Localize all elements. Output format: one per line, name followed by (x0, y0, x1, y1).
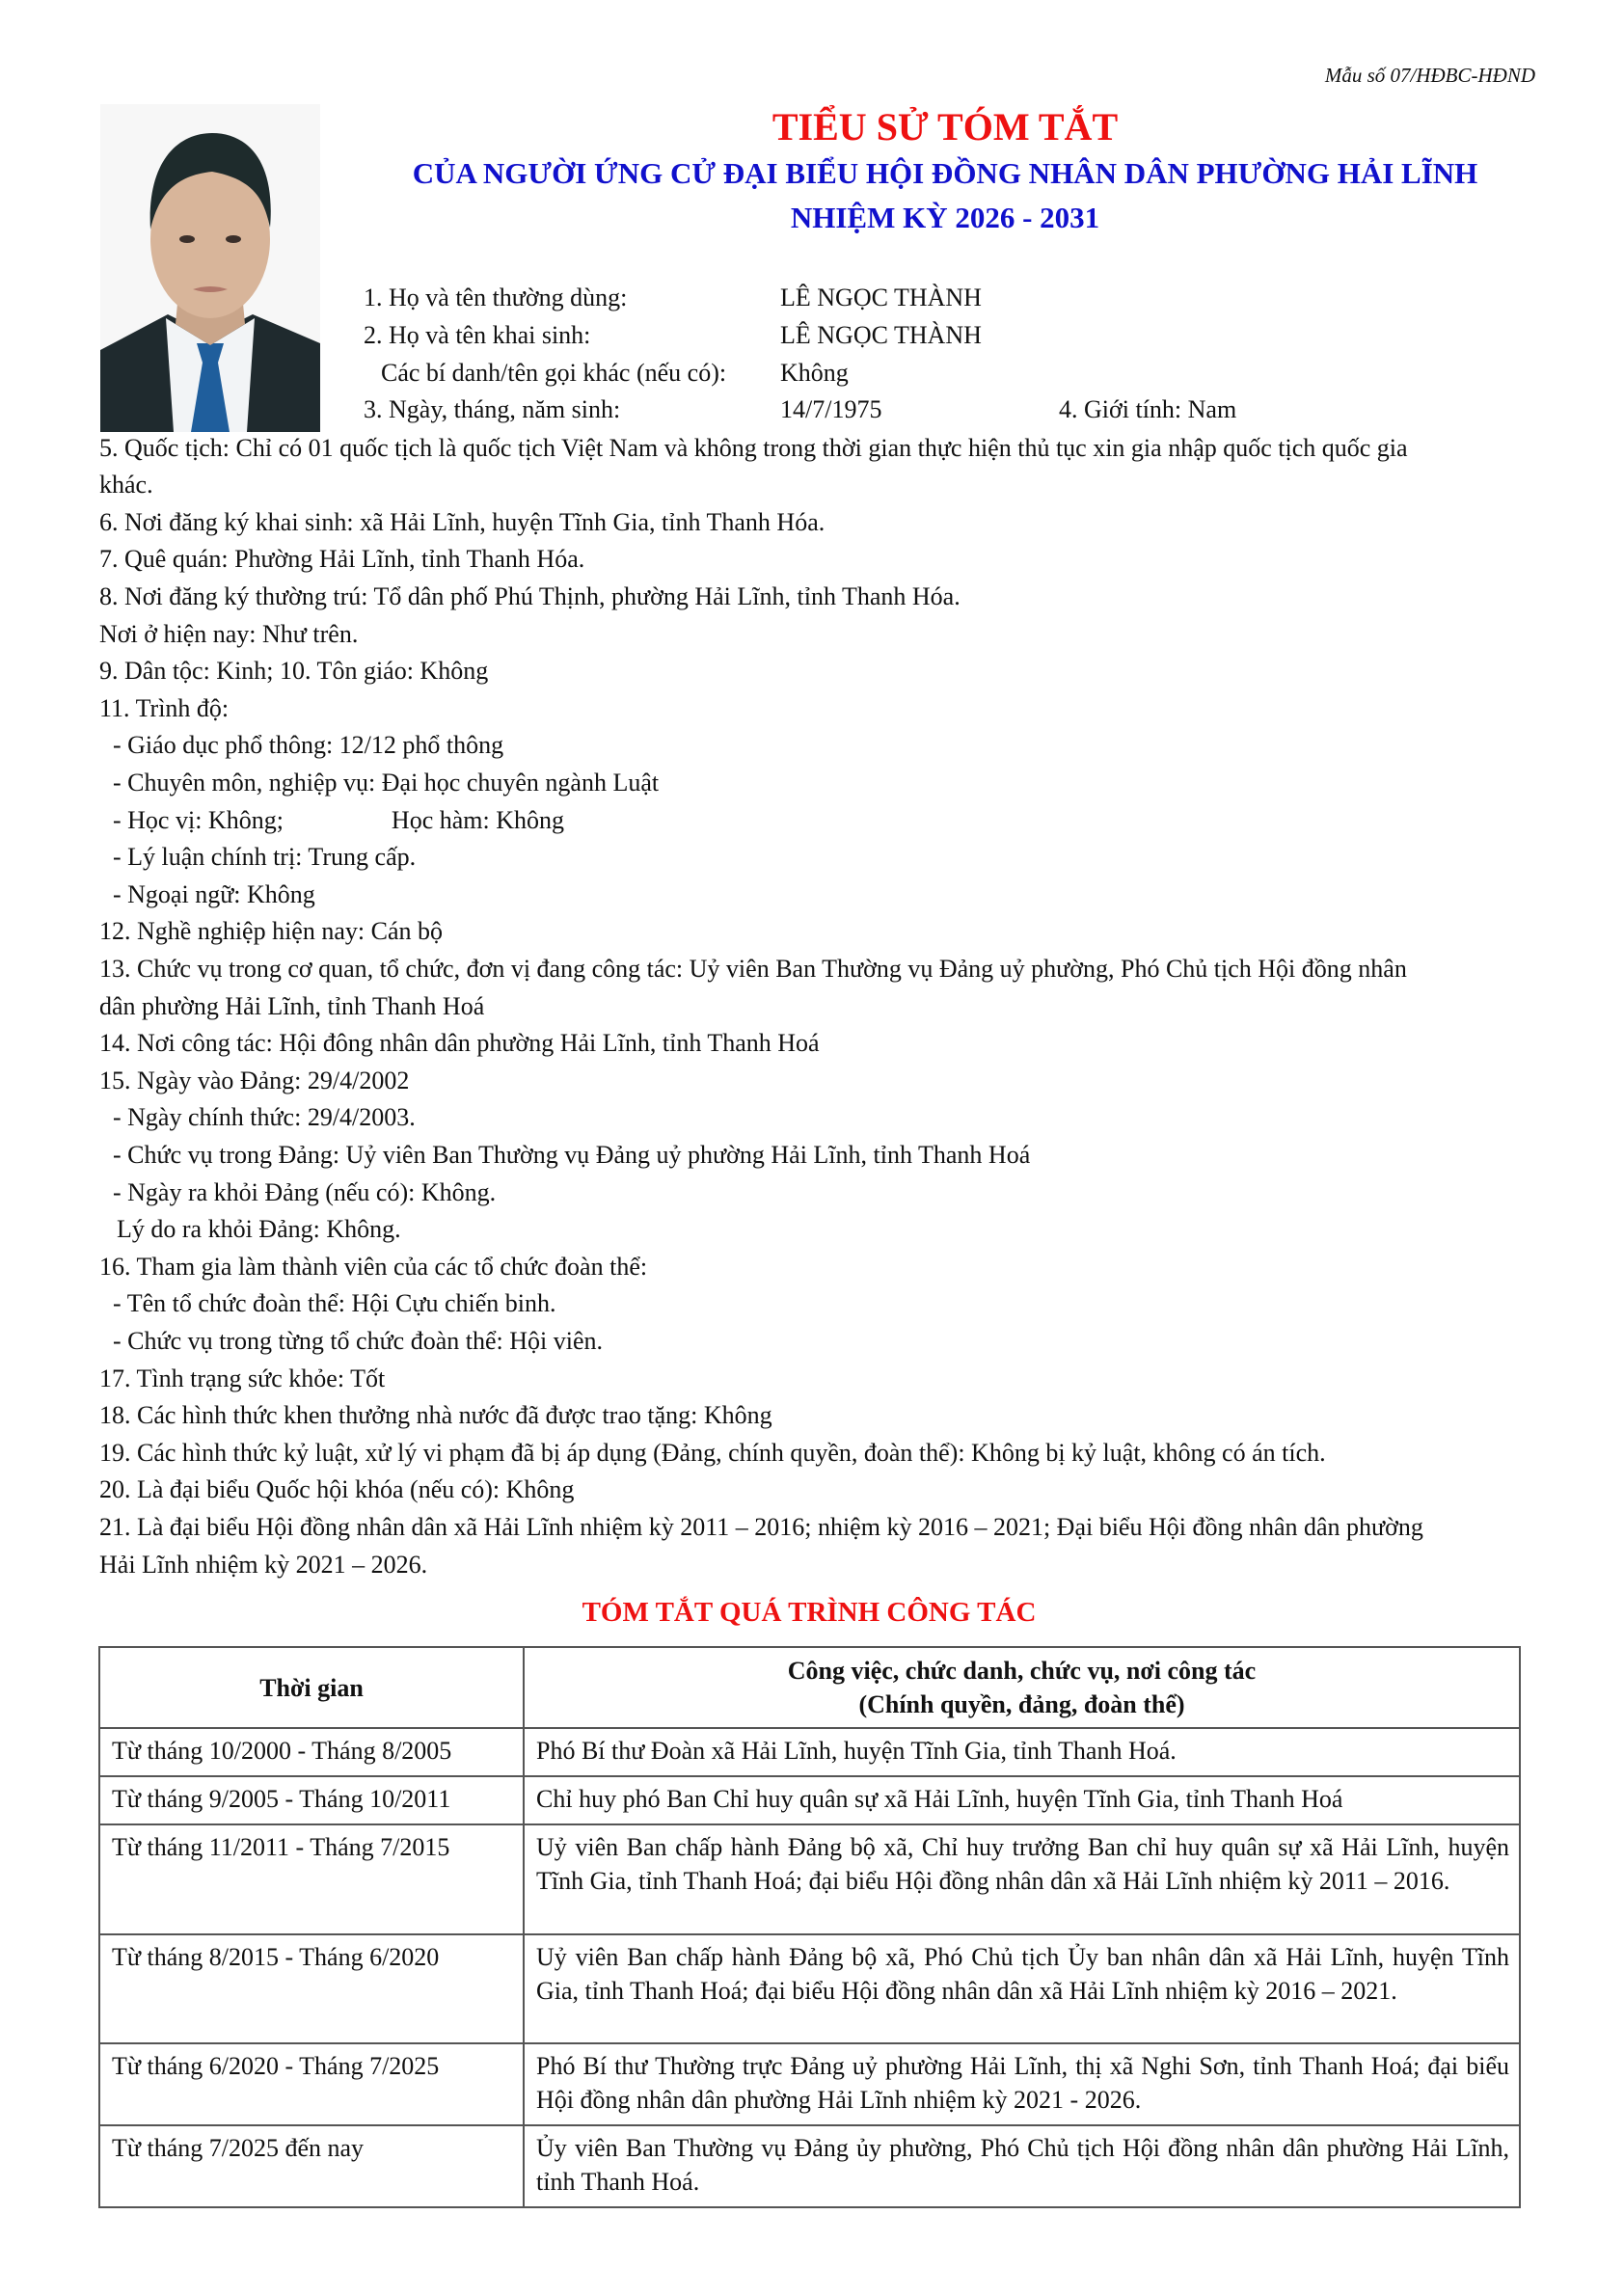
awards: 18. Các hình thức khen thưởng nhà nước đã được trao tặng: Không (99, 1401, 772, 1429)
education-heading: 11. Trình độ: (99, 694, 230, 722)
row-role: Uỷ viên Ban chấp hành Đảng bộ xã, Chỉ huy trưởng Ban chỉ huy quân sự xã Hải Lĩnh, huyện Tĩnh Gia, tỉnh Thanh Hoá; đại biểu Hội đồng nhân dân xã Hải Lĩnh nhiệm kỳ 2011 – 2016. (524, 1824, 1520, 1934)
row-time: Từ tháng 6/2020 - Tháng 7/2025 (99, 2043, 524, 2125)
table-row (99, 1824, 1520, 1934)
row-role: Ủy viên Ban Thường vụ Đảng ủy phường, Phó Chủ tịch Hội đồng nhân dân phường Hải Lĩnh, tỉnh Thanh Hoá. (524, 2125, 1520, 2207)
document-term: NHIỆM KỲ 2026 - 2031 (790, 201, 1100, 234)
position: 13. Chức vụ trong cơ quan, tổ chức, đơn vị đang công tác: Uỷ viên Ban Thường vụ Đảng uỷ phường, Phó Chủ tịch Hội đồng nhân (99, 955, 1407, 983)
row-time: Từ tháng 7/2025 đến nay (99, 2125, 524, 2207)
party-exit-date: - Ngày ra khỏi Đảng (nếu có): Không. (113, 1178, 497, 1206)
work-history-table (98, 1646, 1521, 2208)
academic-degree (113, 802, 564, 840)
workplace: 14. Nơi công tác: Hội đông nhân dân phường Hải Lĩnh, tỉnh Thanh Hoá (99, 1029, 820, 1057)
party-exit-reason: Lý do ra khỏi Đảng: Không. (117, 1215, 401, 1243)
common-name-value: LÊ NGỌC THÀNH (780, 284, 982, 311)
birth-registration: 6. Nơi đăng ký khai sinh: xã Hải Lĩnh, huyện Tĩnh Gia, tỉnh Thanh Hóa. (99, 508, 826, 536)
row-time: Từ tháng 8/2015 - Tháng 6/2020 (99, 1934, 524, 2043)
table-row (99, 2043, 1520, 2125)
row-time: Từ tháng 11/2011 - Tháng 7/2015 (99, 1824, 524, 1934)
table-row (99, 1728, 1520, 1776)
political-theory: - Lý luận chính trị: Trung cấp. (113, 843, 417, 871)
row-role: Phó Bí thư Thường trực Đảng uỷ phường Hải Lĩnh, thị xã Nghi Sơn, tỉnh Thanh Hoá; đại biểu Hội đồng nhân dân phường Hải Lĩnh nhiệm kỳ 2021 - 2026. (524, 2043, 1520, 2125)
portrait-image-icon (100, 104, 320, 432)
party-join-date: 15. Ngày vào Đảng: 29/4/2002 (99, 1067, 410, 1094)
health-status: 17. Tình trạng sức khỏe: Tốt (99, 1364, 386, 1392)
permanent-residence: 8. Nơi đăng ký thường trú: Tổ dân phố Phú Thịnh, phường Hải Lĩnh, tỉnh Thanh Hóa. (99, 582, 961, 610)
party-official-date: - Ngày chính thức: 29/4/2003. (113, 1103, 416, 1131)
row-role: Chỉ huy phó Ban Chỉ huy quân sự xã Hải Lĩnh, huyện Tĩnh Gia, tỉnh Thanh Hoá (524, 1776, 1520, 1824)
alias-label: Các bí danh/tên gọi khác (nếu có): (381, 359, 727, 387)
council-membership-cont: Hải Lĩnh nhiệm kỳ 2021 – 2026. (99, 1551, 428, 1579)
current-residence: Nơi ở hiện nay: Như trên. (99, 620, 359, 648)
organization-name: - Tên tổ chức đoàn thể: Hội Cựu chiến binh. (113, 1289, 556, 1317)
party-position: - Chức vụ trong Đảng: Uỷ viên Ban Thường vụ Đảng uỷ phường Hải Lĩnh, tỉnh Thanh Hoá (113, 1141, 1031, 1169)
hometown: 7. Quê quán: Phường Hải Lĩnh, tỉnh Thanh Hóa. (99, 545, 585, 573)
column-header-role (524, 1647, 1520, 1728)
professional-qualification: - Chuyên môn, nghiệp vụ: Đại học chuyên ngành Luật (113, 769, 660, 797)
portrait-photo (100, 104, 320, 432)
academic-degree-text: - Học vị: Không; (113, 806, 284, 834)
common-name-label: 1. Họ và tên thường dùng: (364, 284, 628, 311)
academic-rank-text: Học hàm: Không (391, 806, 565, 834)
discipline: 19. Các hình thức kỷ luật, xử lý vi phạm đã bị áp dụng (Đảng, chính quyền, đoàn thể): Không bị kỷ luật, không có án tích. (99, 1439, 1326, 1467)
gender: 4. Giới tính: Nam (1059, 395, 1237, 423)
dob-label: 3. Ngày, tháng, năm sinh: (364, 395, 621, 423)
row-role: Phó Bí thư Đoàn xã Hải Lĩnh, huyện Tĩnh Gia, tỉnh Thanh Hoá. (524, 1728, 1520, 1776)
birth-name-value: LÊ NGỌC THÀNH (780, 321, 982, 349)
organizations-heading: 16. Tham gia làm thành viên của các tổ chức đoàn thể: (99, 1253, 648, 1281)
table-row (99, 2125, 1520, 2207)
column-header-role-line1: Công việc, chức danh, chức vụ, nơi công tác (787, 1657, 1257, 1685)
row-time: Từ tháng 10/2000 - Tháng 8/2005 (99, 1728, 524, 1776)
document-subtitle: CỦA NGƯỜI ỨNG CỬ ĐẠI BIỂU HỘI ĐỒNG NHÂN DÂN PHƯỜNG HẢI LĨNH (412, 156, 1478, 190)
row-time: Từ tháng 9/2005 - Tháng 10/2011 (99, 1776, 524, 1824)
occupation: 12. Nghề nghiệp hiện nay: Cán bộ (99, 917, 443, 945)
general-education: - Giáo dục phổ thông: 12/12 phổ thông (113, 731, 504, 759)
dob-value: 14/7/1975 (780, 395, 882, 423)
council-membership: 21. Là đại biểu Hội đồng nhân dân xã Hải Lĩnh nhiệm kỳ 2011 – 2016; nhiệm kỳ 2016 – 2021; Đại biểu Hội đồng nhân dân phường (99, 1513, 1423, 1541)
position-cont: dân phường Hải Lĩnh, tỉnh Thanh Hoá (99, 992, 485, 1020)
nationality-line: 5. Quốc tịch: Chỉ có 01 quốc tịch là quốc tịch Việt Nam và không trong thời gian thực hiện thủ tục xin gia nhập quốc tịch quốc gia (99, 434, 1408, 462)
table-row (99, 1934, 1520, 2043)
form-code: Mẫu số 07/HĐBC-HĐND (1324, 64, 1535, 87)
column-header-time: Thời gian (99, 1647, 524, 1728)
table-row (99, 1776, 1520, 1824)
work-history-title: TÓM TẮT QUÁ TRÌNH CÔNG TÁC (582, 1597, 1037, 1628)
organization-role: - Chức vụ trong từng tổ chức đoàn thể: Hội viên. (113, 1327, 604, 1355)
row-role: Uỷ viên Ban chấp hành Đảng bộ xã, Phó Chủ tịch Ủy ban nhân dân xã Hải Lĩnh, huyện Tĩnh Gia, tỉnh Thanh Hoá; đại biểu Hội đồng nhân dân xã Hải Lĩnh nhiệm kỳ 2016 – 2021. (524, 1934, 1520, 2043)
birth-name-label: 2. Họ và tên khai sinh: (364, 321, 591, 349)
column-header-role-line2: (Chính quyền, đảng, đoàn thể) (858, 1690, 1185, 1718)
alias-value: Không (780, 359, 849, 387)
foreign-language: - Ngoại ngữ: Không (113, 880, 315, 908)
national-assembly: 20. Là đại biểu Quốc hội khóa (nếu có): Không (99, 1475, 575, 1503)
ethnicity-religion: 9. Dân tộc: Kinh; 10. Tôn giáo: Không (99, 657, 489, 685)
nationality-line-cont: khác. (99, 471, 153, 499)
document-title: TIỂU SỬ TÓM TẮT (771, 105, 1119, 149)
table-header-row (99, 1647, 1520, 1728)
